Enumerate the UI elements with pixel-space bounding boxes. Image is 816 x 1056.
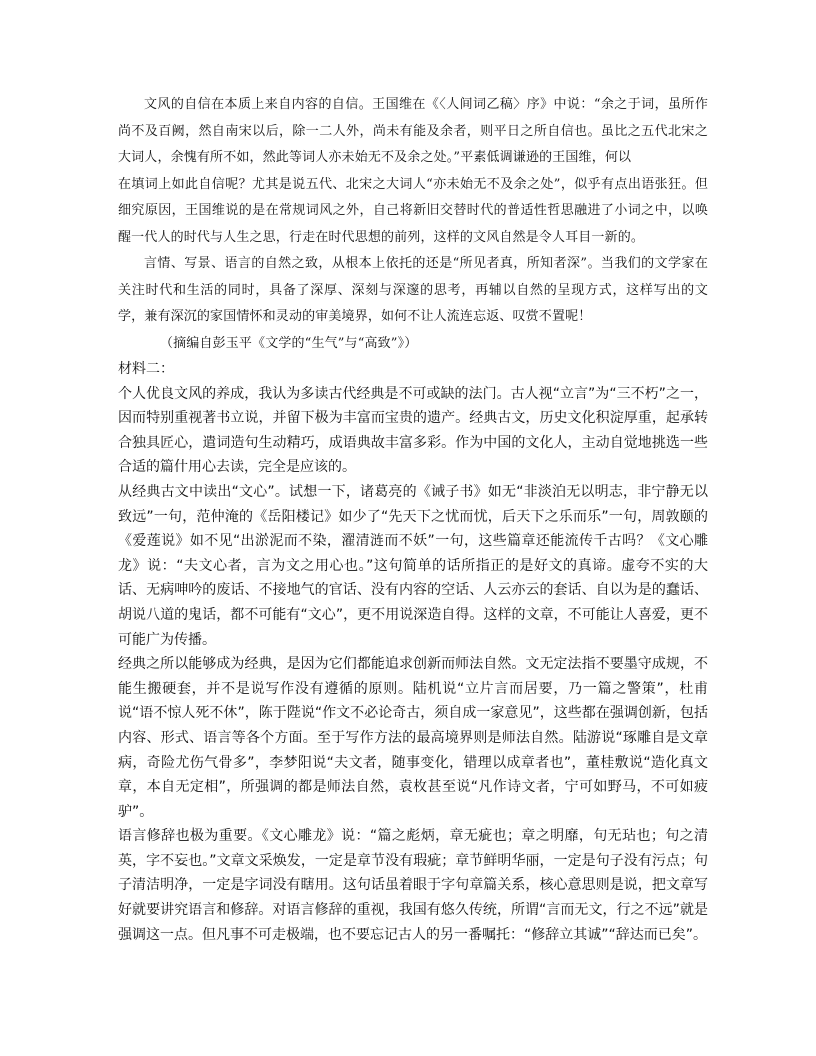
material-one-paragraph-1: 文风的自信在本质上来自内容的自信。王国维在《〈人间词乙稿〉序》中说：“余之于词，虽所作尚不及百阙，然自南宋以后，除一二人外，尚未有能及余者，则平日之所自信也。虽比之五代北宋之大词人，余愧有所不如，然此等词人亦未始无不及余之处。”平素低调谦逊的王国维，何以 [118,97,708,165]
material-one-source: （摘编自彭玉平《文学的“生气”与“高致”》） [160,335,418,351]
material-two [118,357,708,947]
material-one-paragraph-3: 言情、写景、语言的自然之致，从根本上依托的还是“所见者真，所知者深”。当我们的文学家在关注时代和生活的同时，具备了深厚、深刻与深邃的思考，再辅以自然的呈现方式，这样写出的文学，兼有深沉的家国情怀和灵动的审美境界，如何不让人流连忘返、叹赏不置呢！ [118,256,708,324]
material-two-paragraph-4: 语言修辞也极为重要。《文心雕龙》说：“篇之彪炳，章无疵也；章之明靡，句无玷也；句之清英，字不妄也。”文章文采焕发，一定是章节没有瑕疵；章节鲜明华丽，一定是句子没有污点；句子清洁明净，一定是字词没有瞎用。这句话虽着眼于字句章篇关系，核心意思则是说，把文章写好就要讲究语言和修辞。对语言修辞的重视，我国有悠久传统，所谓“言而无文，行之不远”就是强调这一点。但凡事不可走极端，也不要忘记古人的另一番嘱托：“修辞立其诚”“辞达而已矣”。 [118,828,708,943]
document-page [118,92,708,947]
material-two-paragraph-2: 从经典古文中读出“文心”。试想一下，诸葛亮的《诫子书》如无“非淡泊无以明志，非宁静无以致远”一句，范仲淹的《岳阳楼记》如少了“先天下之忧而忧，后天下之乐而乐”一句，周敦颐的《爱莲说》如不见“出淤泥而不染，濯清涟而不妖”一句，这些篇章还能流传千古吗？《文心雕龙》说：“夫文心者，言为文之用心也。”这句简单的话所指正的是好文的真谛。虚夸不实的大话、无病呻吟的废话、不接地气的官话、没有内容的空话、人云亦云的套话、自以为是的蠢话、胡说八道的鬼话，都不可能有“文心”，更不用说深造自得。这样的文章，不可能让人喜爱，更不可能广为传播。 [118,483,708,648]
material-one-paragraph-2: 在填词上如此自信呢？尤其是说五代、北宋之大词人“亦未始无不及余之处”，似乎有点出语张狂。但细究原因，王国维说的是在常规词风之外，自己将新旧交替时代的普适性哲思融进了小词之中，以唤醒一代人的时代与人生之思，行走在时代思想的前列，这样的文风自然是令人耳目一新的。 [118,176,708,245]
material-two-heading: 材料二： [118,361,174,377]
material-two-paragraph-1: 个人优良文风的养成，我认为多读古代经典是不可或缺的法门。古人视“立言”为“三不朽”之一，因而特别重视著书立说，并留下极为丰富而宝贵的遗产。经典古文，历史文化积淀厚重，起承转合独具匠心，遣词造句生动精巧，成语典故丰富多彩。作为中国的文化人，主动自觉地挑选一些合适的篇什用心去读，完全是应该的。 [118,385,708,476]
material-two-paragraph-3: 经典之所以能够成为经典，是因为它们都能追求创新而师法自然。文无定法指不要墨守成规，不能生搬硬套，并不是说写作没有遵循的原则。陆机说“立片言而居要，乃一篇之警策”，杜甫说“语不惊人死不休”，陈于陛说“作文不必论奇古，须自成一家意见”，这些都在强调创新，包括内容、形式、语言等各个方面。至于写作方法的最高境界则是师法自然。陆游说“琢雕自是文章病，奇险尤伤气骨多”，李梦阳说“夫文者，随事变化，错理以成章者也”，董桂敷说“造化真文章，本自无定相”，所强调的都是师法自然，袁枚甚至说“凡作诗文者，宁可如野马，不可如疲驴”。 [118,656,708,820]
material-one [118,92,708,357]
